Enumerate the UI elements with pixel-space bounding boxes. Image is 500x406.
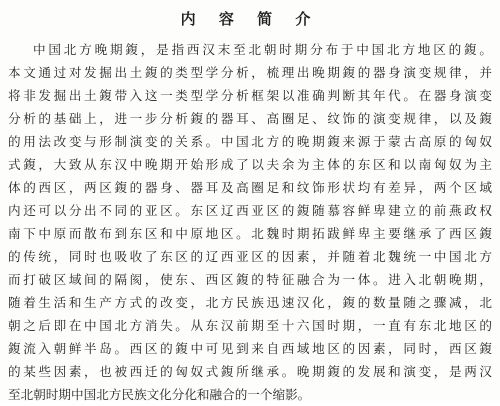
text-line: 分析的基础上，进一步分析鍑的器耳、高圈足、纹饰的演变规律，以及鍑 [8,111,492,126]
section-title: 内 容 简 介 [180,10,320,28]
text-line: 式鍑，大致从东汉中晚期开始形成了以夫余为主体的东区和以南匈奴为主 [8,157,492,172]
text-line: 而打破区域间的隔阂，使东、西区鍑的特征融合为一体。进入北朝晚期， [8,272,492,287]
text-line: 的用法改变与形制演变的关系。中国北方的晚期鍑来源于蒙古高原的匈奴 [8,134,492,149]
text-line: 的传统，同时也吸收了东区的辽西亚区的因素，并随着北魏统一中国北方 [8,249,492,264]
text-line: 至北朝时期中国北方民族文化分化和融合的一个缩影。 [8,387,311,402]
text-line: 朝之后即在中国北方消失。从东汉前期至十六国时期，一直有东北地区的 [8,318,492,333]
text-line: 随着生活和生产方式的改变，北方民族迅速汉化，鍑的数量随之骤减，北 [8,295,492,310]
text-line: 体的西区，两区鍑的器身、器耳及高圈足和纹饰形状均有差异，两个区域 [8,180,492,195]
text-line: 的某些因素，也被西迁的匈奴式鍑所继承。晚期鍑的发展和演变，是两汉 [8,364,492,379]
summary-text [8,38,492,406]
text-line: 本文通过对发掘出土鍑的类型学分析，梳理出晚期鍑的器身演变规律，并 [8,65,492,80]
text-line: 将非发掘出土鍑带入这一类型学分析框架以准确判断其年代。在器身演变 [8,88,492,103]
text-line: 中国北方晚期鍑，是指西汉末至北朝时期分布于中国北方地区的鍑。 [33,42,492,57]
text-line: 内还可以分出不同的亚区。东区辽西亚区的鍑随慕容鲜卑建立的前燕政权 [8,203,492,218]
text-line: 鍑流入朝鲜半岛。西区的鍑中可见到来自西域地区的因素，同时，西区鍑 [8,341,492,356]
text-line: 南下中原而散布到东区和中原地区。北魏时期拓跋鲜卑主要继承了西区鍑 [8,226,492,241]
